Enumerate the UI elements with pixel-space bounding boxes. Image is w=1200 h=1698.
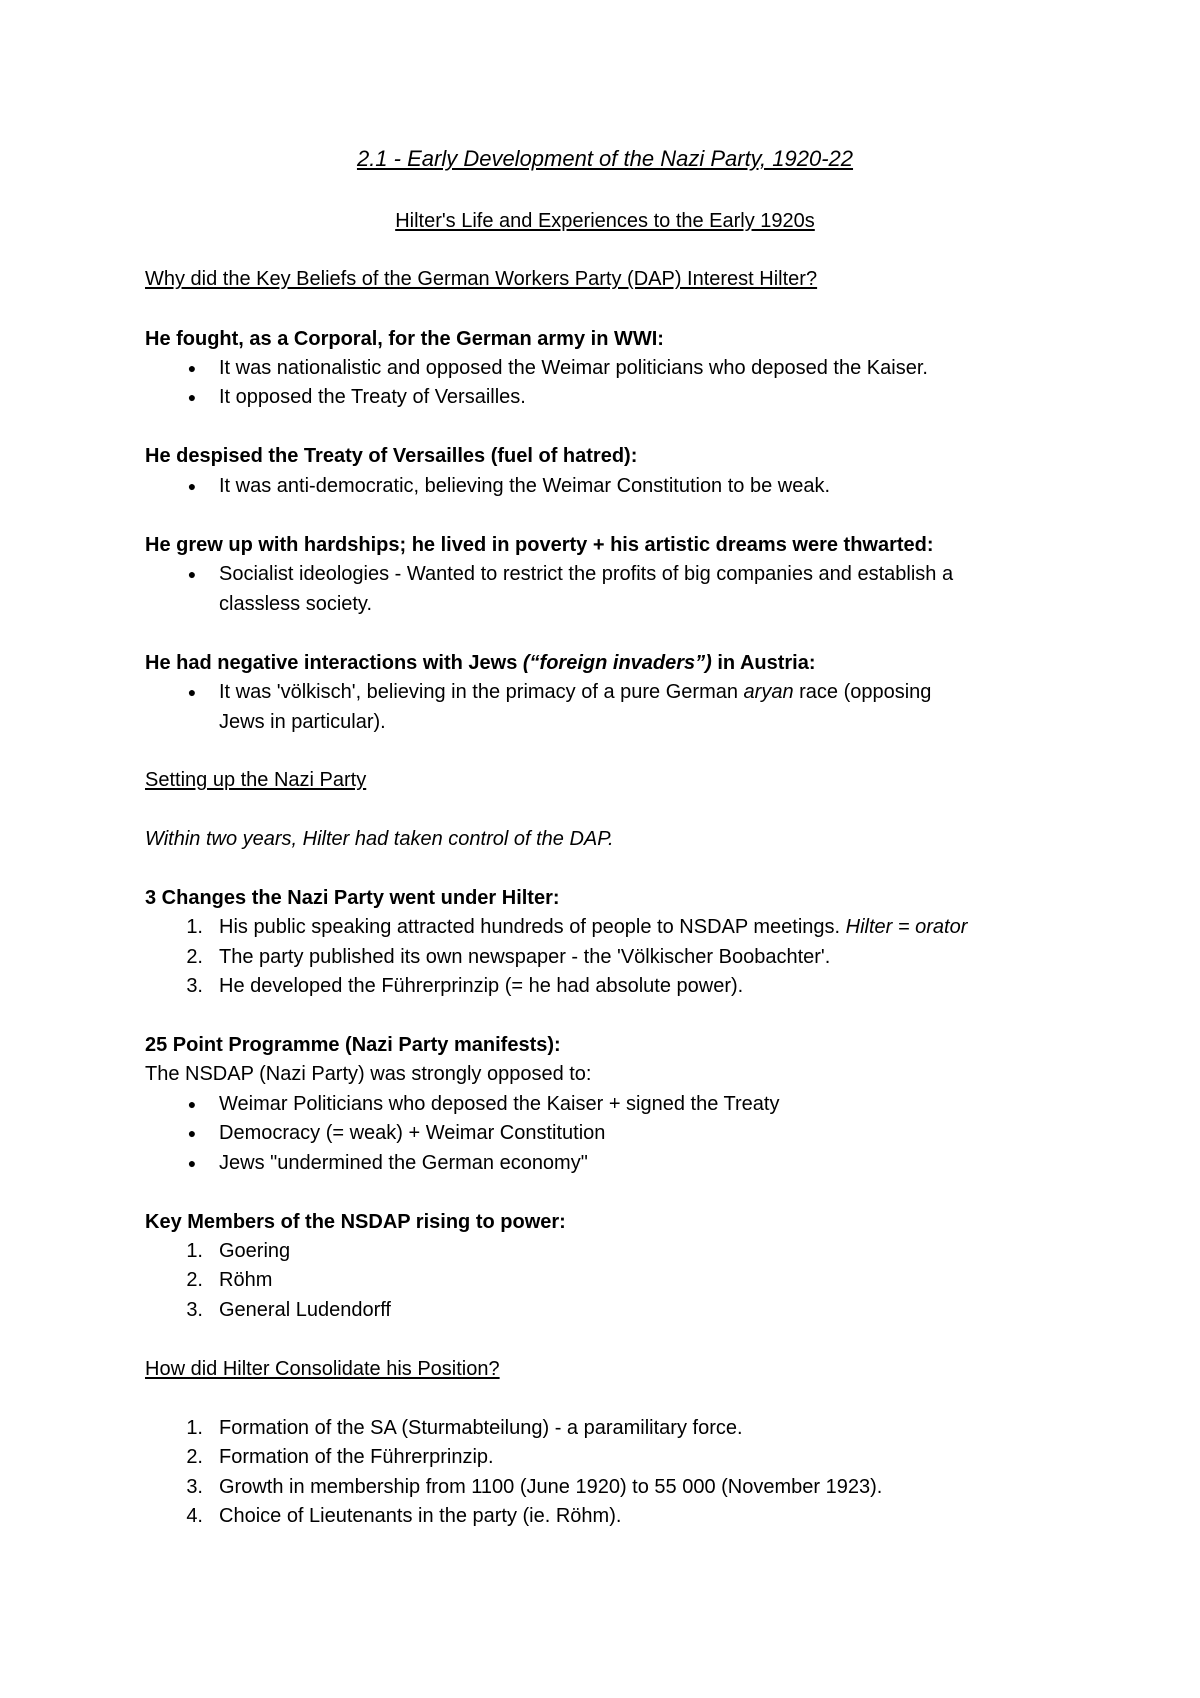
bullet-icon: ● <box>187 478 197 494</box>
list-item: He developed the Führerprinzip (= he had absolute power). <box>219 975 744 997</box>
bullet-icon: ● <box>187 360 197 376</box>
text-part: race (opposing <box>793 681 932 703</box>
page-subtitle: Hilter's Life and Experiences to the Early 1920s <box>395 210 815 232</box>
list-item <box>219 680 931 704</box>
section-heading-members: Key Members of the NSDAP rising to power: <box>145 1211 566 1233</box>
list-item: Jews "undermined the German economy" <box>219 1152 588 1174</box>
list-number: 2. <box>186 946 203 968</box>
list-number: 1. <box>186 1240 203 1262</box>
bullet-icon: ● <box>187 1096 197 1112</box>
page-title: 2.1 - Early Development of the Nazi Party, 1920-22 <box>356 146 854 171</box>
list-item: Formation of the SA (Sturmabteilung) - a paramilitary force. <box>219 1417 743 1439</box>
list-item: It was nationalistic and opposed the Weimar politicians who deposed the Kaiser. <box>219 357 928 379</box>
section-heading-versailles: He despised the Treaty of Versailles (fuel of hatred): <box>145 445 638 467</box>
list-item: Goering <box>219 1240 291 1262</box>
heading-part: He had negative interactions with Jews <box>145 652 523 674</box>
list-item: The party published its own newspaper - the 'Völkischer Boobachter'. <box>219 946 831 968</box>
list-number: 3. <box>186 1299 203 1321</box>
list-item: Choice of Lieutenants in the party (ie. Röhm). <box>219 1505 622 1527</box>
bullet-icon: ● <box>187 1125 197 1141</box>
bullet-icon: ● <box>187 389 197 405</box>
text-part: It was 'völkisch', believing in the primacy of a pure German <box>219 681 744 703</box>
list-number: 3. <box>186 975 203 997</box>
setup-heading: Setting up the Nazi Party <box>145 769 367 791</box>
list-number: 2. <box>186 1446 203 1468</box>
list-item: It opposed the Treaty of Versailles. <box>219 386 526 408</box>
section-heading-programme: 25 Point Programme (Nazi Party manifests): <box>145 1034 561 1056</box>
programme-intro: The NSDAP (Nazi Party) was strongly opposed to: <box>145 1063 592 1085</box>
list-number: 1. <box>186 916 203 938</box>
section-heading-wwi: He fought, as a Corporal, for the German army in WWI: <box>145 328 664 350</box>
list-item: Röhm <box>219 1269 273 1291</box>
text-part: His public speaking attracted hundreds of people to NSDAP meetings. <box>219 916 846 938</box>
consolidate-heading: How did Hilter Consolidate his Position? <box>145 1358 500 1380</box>
list-item: It was anti-democratic, believing the Weimar Constitution to be weak. <box>219 475 831 497</box>
section-heading-changes: 3 Changes the Nazi Party went under Hilter: <box>145 887 560 909</box>
section-heading-hardships: He grew up with hardships; he lived in poverty + his artistic dreams were thwarted: <box>145 534 934 556</box>
list-item: Democracy (= weak) + Weimar Constitution <box>219 1122 606 1144</box>
bullet-icon: ● <box>187 684 197 700</box>
list-number: 3. <box>186 1476 203 1498</box>
list-item <box>219 915 967 939</box>
bullet-icon: ● <box>187 566 197 582</box>
list-item: Growth in membership from 1100 (June 1920) to 55 000 (November 1923). <box>219 1476 883 1498</box>
heading-quote: (“foreign invaders”) <box>522 652 712 674</box>
setup-note: Within two years, Hilter had taken control of the DAP. <box>145 828 614 850</box>
section-question: Why did the Key Beliefs of the German Workers Party (DAP) Interest Hilter? <box>145 268 818 290</box>
text-emphasis: Hilter = orator <box>845 916 968 938</box>
list-number: 4. <box>186 1505 203 1527</box>
list-number: 2. <box>186 1269 203 1291</box>
text-emphasis: aryan <box>743 681 794 703</box>
list-item: Weimar Politicians who deposed the Kaiser + signed the Treaty <box>219 1093 780 1115</box>
list-item: General Ludendorff <box>219 1299 391 1321</box>
list-item-continuation: Jews in particular). <box>219 711 386 733</box>
heading-part: in Austria: <box>711 652 816 674</box>
list-item: Formation of the Führerprinzip. <box>219 1446 494 1468</box>
list-item: Socialist ideologies - Wanted to restrict the profits of big companies and establish a <box>219 563 954 585</box>
list-number: 1. <box>186 1417 203 1439</box>
list-item-continuation: classless society. <box>219 593 373 615</box>
bullet-icon: ● <box>187 1155 197 1171</box>
section-heading-jews <box>145 651 816 675</box>
